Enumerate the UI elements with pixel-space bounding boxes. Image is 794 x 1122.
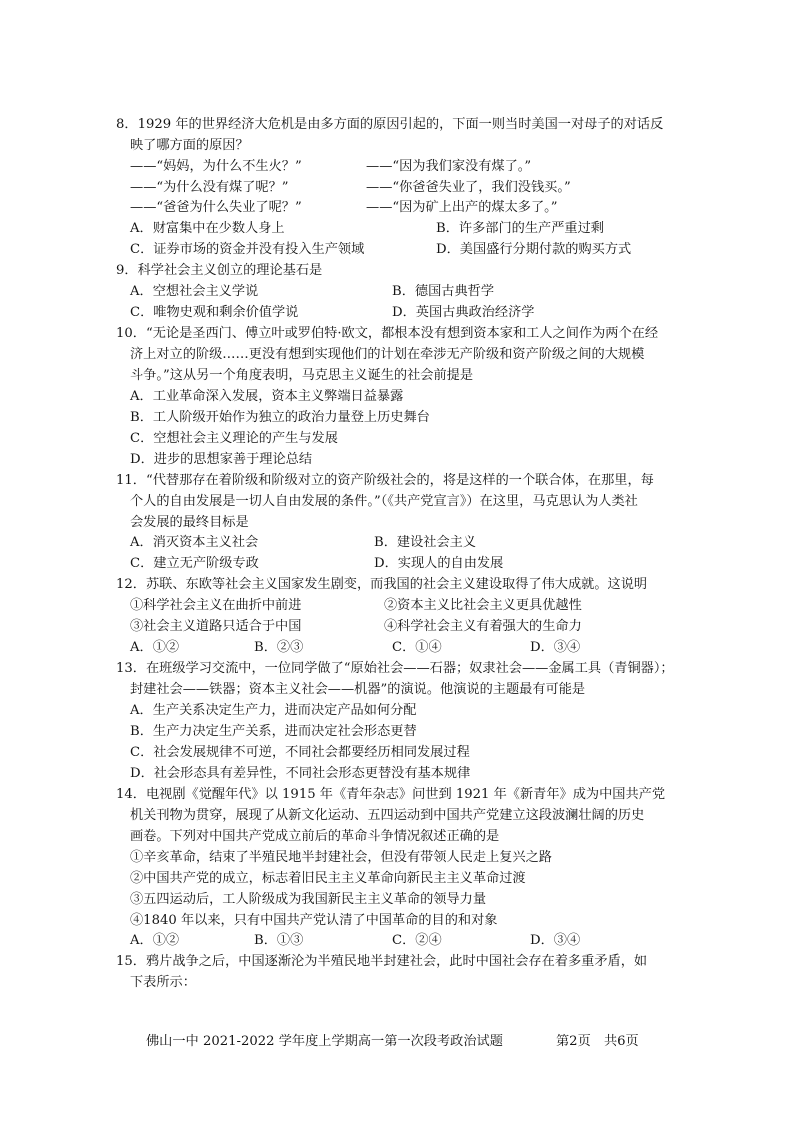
question-10-option-b: B．工人阶级开始作为独立的政治力量登上历史舞台 <box>130 410 430 425</box>
question-9-option-a: A．空想社会主义学说 <box>130 284 259 299</box>
question-12-option-c: C．①④ <box>392 640 442 655</box>
question-8-option-a: A．财富集中在少数人身上 <box>130 221 285 236</box>
question-8-option-b: B．许多部门的生产严重过剩 <box>436 221 604 236</box>
question-12-statement-1: ①科学社会主义在曲折中前进 <box>130 598 302 613</box>
question-14-statement-4: ④1840 年以来，只有中国共产党认清了中国革命的目的和对象 <box>130 913 498 928</box>
question-12-stem: 12．苏联、东欧等社会主义国家发生剧变，而我国的社会主义建设取得了伟大成就。这说明 <box>116 577 648 592</box>
question-10-stem-line-2: 济上对立的阶级……更没有想到实现他们的计划在牵涉无产阶级和资产阶级之间的大规模 <box>130 347 645 362</box>
question-10-option-d: D．进步的思想家善于理论总结 <box>130 452 313 467</box>
question-8-stem-line-2: 映了哪方面的原因？ <box>130 138 249 153</box>
question-11-option-d: D．实现人的自由发展 <box>374 556 504 571</box>
question-15-stem-line-1: 15．鸦片战争之后，中国逐渐沦为半殖民地半封建社会，此时中国社会存在着多重矛盾，如 <box>116 954 648 969</box>
question-8-dialogue-1-mother: ——“因为我们家没有煤了。” <box>366 159 532 174</box>
question-13-option-c: C．社会发展规律不可逆，不同社会都要经历相同发展过程 <box>130 745 470 760</box>
question-14-stem-line-2: 机关刊物为贯穿，展现了从新文化运动、五四运动到中国共产党建立这段波澜壮阔的历史 <box>130 808 645 823</box>
question-14-stem-line-3: 画卷。下列对中国共产党成立前后的革命斗争情况叙述正确的是 <box>130 829 500 844</box>
question-8-dialogue-2-child: ——“为什么没有煤了呢？” <box>130 180 289 195</box>
question-10-stem-line-1: 10．“无论是圣西门、傅立叶或罗伯特·欧文，都根本没有想到资本家和工人之间作为两个在经 <box>116 326 659 341</box>
question-14-option-d: D．③④ <box>530 933 581 948</box>
footer-page-number: 第2页 共6页 <box>556 1034 639 1049</box>
question-14-statement-1: ①辛亥革命，结束了半殖民地半封建社会，但没有带领人民走上复兴之路 <box>130 850 552 865</box>
question-12-option-a: A．①② <box>130 640 180 655</box>
question-9-option-d: D．英国古典政治经济学 <box>392 305 535 320</box>
question-10-option-a: A．工业革命深入发展，资本主义弊端日益暴露 <box>130 389 404 404</box>
question-14-stem-line-1: 14．电视剧《觉醒年代》以 1915 年《青年杂志》问世到 1921 年《新青年》成为中国共产党 <box>116 787 666 802</box>
question-14-option-c: C．②④ <box>392 933 442 948</box>
question-11-stem-line-2: 个人的自由发展是一切人自由发展的条件。”（《共产党宣言》）在这里，马克思认为人类社 <box>130 494 638 509</box>
question-13-stem-line-2: 封建社会——铁器；资本主义社会——机器”的演说。他演说的主题最有可能是 <box>130 682 586 697</box>
question-8-dialogue-1-child: ——“妈妈，为什么不生火？” <box>130 159 302 174</box>
footer-exam-title: 佛山一中 2021-2022 学年度上学期高一第一次段考政治试题 <box>146 1034 503 1049</box>
question-11-option-a: A．消灭资本主义社会 <box>130 535 259 550</box>
question-14-statement-2: ②中国共产党的成立，标志着旧民主主义革命向新民主主义革命过渡 <box>130 871 526 886</box>
question-8-dialogue-3-mother: ——“因为矿上出产的煤太多了。” <box>366 200 558 215</box>
question-11-stem-line-1: 11．“代替那存在着阶级和阶级对立的资产阶级社会的，将是这样的一个联合体，在那里，每 <box>116 473 654 488</box>
question-14-option-a: A．①② <box>130 933 180 948</box>
question-15-stem-line-2: 下表所示： <box>130 975 196 990</box>
question-13-option-b: B．生产力决定生产关系，进而决定社会形态更替 <box>130 724 417 739</box>
question-12-statement-3: ③社会主义道路只适合于中国 <box>130 619 302 634</box>
question-12-option-d: D．③④ <box>530 640 581 655</box>
question-8-option-d: D．美国盛行分期付款的购买方式 <box>436 242 632 257</box>
question-8-dialogue-2-mother: ——“你爸爸失业了，我们没钱买。” <box>366 180 571 195</box>
question-9-option-b: B．德国古典哲学 <box>392 284 495 299</box>
question-13-option-a: A．生产关系决定生产力，进而决定产品如何分配 <box>130 703 417 718</box>
question-9-stem: 9．科学社会主义创立的理论基石是 <box>116 263 323 278</box>
question-14-option-b: B．①③ <box>254 933 304 948</box>
question-12-option-b: B．②③ <box>254 640 304 655</box>
question-8-option-c: C．证券市场的资金并没有投入生产领域 <box>130 242 365 257</box>
question-12-statement-4: ④科学社会主义有着强大的生命力 <box>384 619 582 634</box>
question-8-dialogue-3-child: ——“爸爸为什么失业了呢？” <box>130 200 302 215</box>
question-10-stem-line-3: 斗争。”这从另一个角度表明，马克思主义诞生的社会前提是 <box>130 368 474 383</box>
question-10-option-c: C．空想社会主义理论的产生与发展 <box>130 431 338 446</box>
question-13-option-d: D．社会形态具有差异性，不同社会形态更替没有基本规律 <box>130 766 471 781</box>
question-9-option-c: C．唯物史观和剩余价值学说 <box>130 305 299 320</box>
question-11-stem-line-3: 会发展的最终目标是 <box>130 515 249 530</box>
question-11-option-b: B．建设社会主义 <box>374 535 477 550</box>
question-8-stem-line-1: 8．1929 年的世界经济大危机是由多方面的原因引起的，下面一则当时美国一对母子的对话反 <box>116 117 664 132</box>
question-11-option-c: C．建立无产阶级专政 <box>130 556 259 571</box>
question-14-statement-3: ③五四运动后，工人阶级成为我国新民主主义革命的领导力量 <box>130 892 487 907</box>
question-12-statement-2: ②资本主义比社会主义更具优越性 <box>384 598 582 613</box>
question-13-stem-line-1: 13．在班级学习交流中，一位同学做了“原始社会——石器；奴隶社会——金属工具（青铜器）； <box>116 661 674 676</box>
